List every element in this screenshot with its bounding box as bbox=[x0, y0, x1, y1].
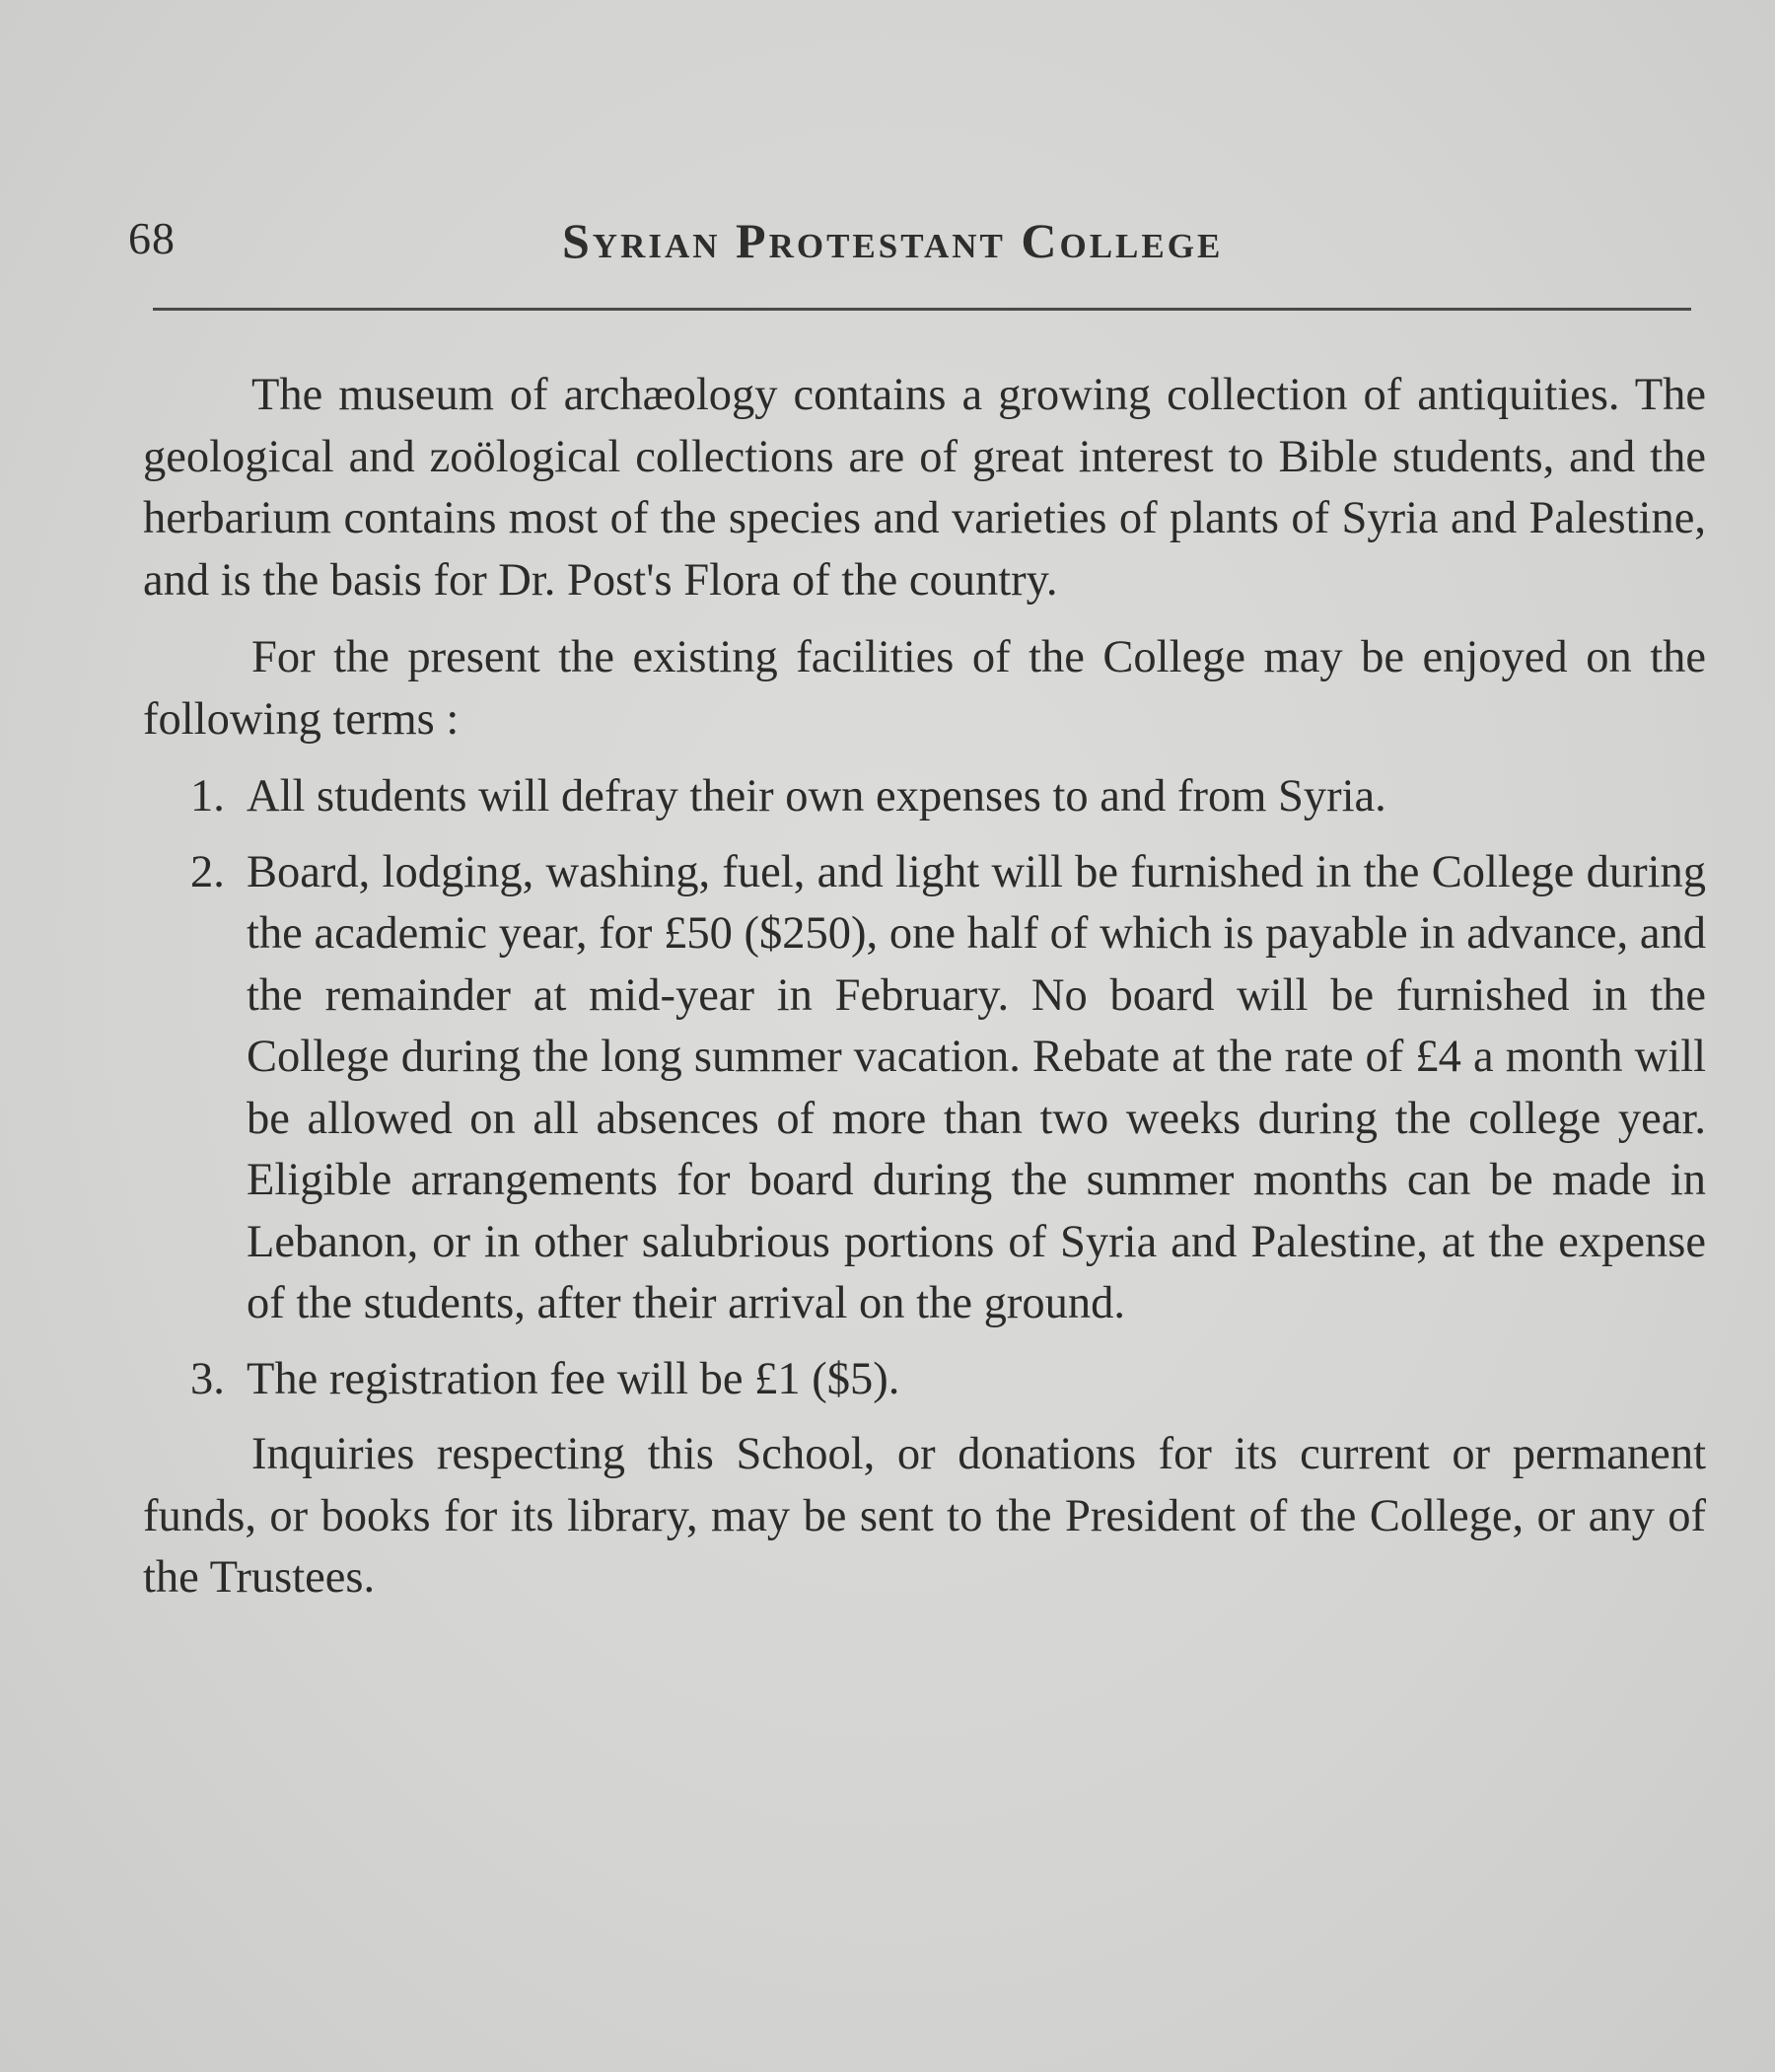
list-item-text: The registration fee will be £1 ($5). bbox=[247, 1353, 900, 1404]
list-item bbox=[143, 842, 1706, 1335]
list-item-number: 3. bbox=[190, 1353, 225, 1404]
paragraph-museum: The museum of archæology contains a growing collection of antiquities. The geological and zoölogical collections are of great interest to Bible students, and the herbarium contains most of the species and varieties of plants of Syria and Palestine, and is the basis for Dr. Post's Flora of the country. bbox=[143, 370, 1706, 606]
paragraph-terms-intro: For the present the existing facilities of the College may be enjoyed on the following terms : bbox=[143, 632, 1706, 745]
list-item-number: 2. bbox=[190, 846, 225, 897]
body-text bbox=[143, 365, 1706, 1625]
header-rule bbox=[153, 308, 1691, 311]
page-header bbox=[128, 202, 1691, 271]
running-title: Syrian Protestant College bbox=[562, 213, 1224, 268]
list-item bbox=[143, 1349, 1706, 1411]
page-number: 68 bbox=[128, 213, 176, 263]
list-item-text: Board, lodging, washing, fuel, and light will be furnished in the College during the academic year, for £50 ($250), one half of which is payable in advance, and the remainder at mid-year in February. No board will be furnished in the College during the long summer vacation. Rebate at the rate of £4 a month will be allowed on all absences of more than two weeks during the college year. Eligible arrangements for board during the summer months can be made in Lebanon, or in other salubrious portions of Syria and Palestine, at the expense of the students, after their arrival on the ground. bbox=[247, 846, 1706, 1328]
list-item-number: 1. bbox=[190, 771, 225, 822]
list-item bbox=[143, 766, 1706, 828]
list-item-text: All students will defray their own expenses to and from Syria. bbox=[247, 771, 1386, 822]
paragraph-inquiries: Inquiries respecting this School, or donations for its current or permanent funds, or books for its library, may be sent to the President of the College, or any of the Trustees. bbox=[143, 1429, 1706, 1603]
